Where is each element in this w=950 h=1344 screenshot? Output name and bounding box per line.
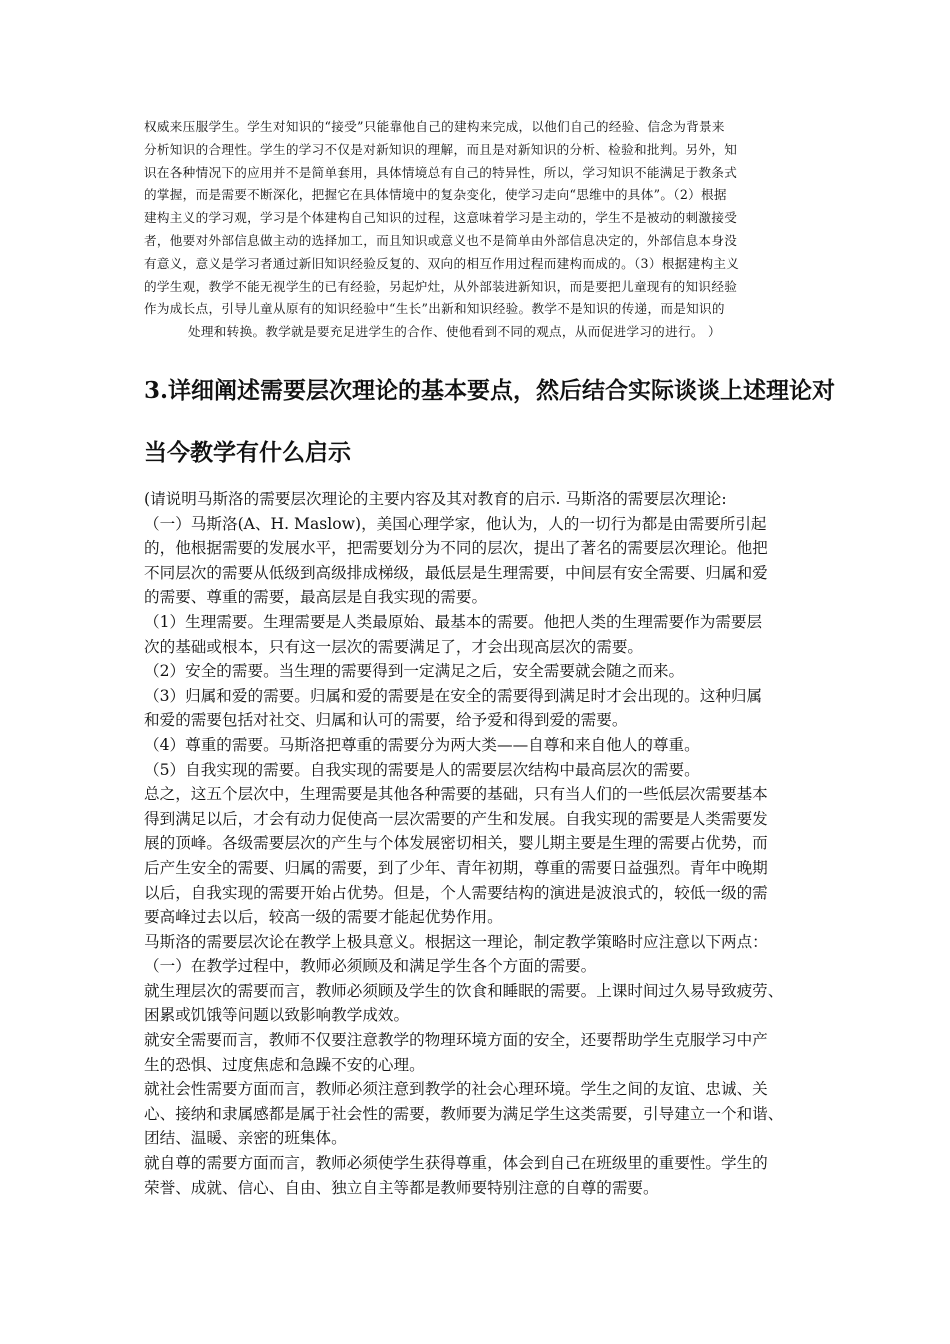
text-line: 生的恐惧、过度焦虑和急躁不安的心理。	[144, 1055, 425, 1074]
text-line: 次的基础或根本，只有这一层次的需要满足了，才会出现高层次的需要。	[144, 637, 644, 656]
text-line: 者，他要对外部信息做主动的选择加工，而且知识或意义也不是简单由外部信息决定的，外部信息本身没	[144, 232, 738, 248]
text-line: 就安全需要而言，教师不仅要注意教学的物理环境方面的安全，还要帮助学生克服学习中产	[144, 1031, 768, 1050]
text-line: 有意义，意义是学习者通过新旧知识经验反复的、双向的相互作用过程而建构而成的。（3）根据建构主义	[144, 255, 740, 271]
text-line: 就社会性需要方面而言，教师必须注意到教学的社会心理环境。学生之间的友谊、忠诚、关	[144, 1080, 768, 1099]
text-line: 的学生观，教学不能无视学生的已有经验，另起炉灶，从外部装进新知识，而是要把儿童现有的知识经验	[144, 278, 738, 294]
text-line: 的需要、尊重的需要，最高层是自我实现的需要。	[144, 588, 488, 607]
text-line: 处理和转换。教学就是要充足进学生的合作、使他看到不同的观点，从而促进学习的进行。 ）	[188, 324, 721, 340]
text-line: 和爱的需要包括对社交、归属和认可的需要，给予爱和得到爱的需要。	[144, 711, 628, 730]
text-line: 后产生安全的需要、归属的需要，到了少年、青年初期，尊重的需要日益强烈。青年中晚期	[144, 858, 768, 877]
text-line: 困累或饥饿等问题以致影响教学成效。	[144, 1006, 410, 1025]
heading-line: 3.详细阐述需要层次理论的基本要点，然后结合实际谈谈上述理论对	[144, 377, 836, 404]
text-line: （4）尊重的需要。马斯洛把尊重的需要分为两大类——自尊和来自他人的尊重。	[144, 735, 700, 754]
text-line: 分析知识的合理性。学生的学习不仅是对新知识的理解，而且是对新知识的分析、检验和批判。另外，知	[144, 141, 738, 157]
text-line: （2）安全的需要。当生理的需要得到一定满足之后，安全需要就会随之而来。	[144, 662, 685, 681]
text-line: (请说明马斯洛的需要层次理论的主要内容及其对教育的启示. 马斯洛的需要层次理论:	[144, 490, 727, 508]
text-line: 的掌握，而是需要不断深化，把握它在具体情境中的复杂变化，使学习走向“思维中的具体”。（2）根据	[144, 187, 727, 203]
text-line: 总之，这五个层次中，生理需要是其他各种需要的基础，只有当人们的一些低层次需要基本	[144, 785, 768, 804]
heading-line: 当今教学有什么启示	[144, 439, 351, 466]
text-line: （一）在教学过程中，教师必须顾及和满足学生各个方面的需要。	[144, 957, 597, 976]
text-line: 展的顶峰。各级需要层次的产生与个体发展密切相关，婴儿期主要是生理的需要占优势，而	[144, 834, 768, 853]
text-line: 要高峰过去以后，较高一级的需要才能起优势作用。	[144, 908, 503, 927]
text-line: 权威来压服学生。学生对知识的“接受”只能靠他自己的建构来完成，以他们自己的经验、信念为背景来	[144, 119, 725, 134]
text-line: 作为成长点，引导儿童从原有的知识经验中“生长”出新和知识经验。教学不是知识的传递，而是知识的	[144, 301, 725, 317]
text-line: 就自尊的需要方面而言，教师必须使学生获得尊重，体会到自己在班级里的重要性。学生的	[144, 1154, 768, 1173]
constructivism-paragraph	[144, 116, 808, 344]
text-line: （1）生理需要。生理需要是人类最原始、最基本的需要。他把人类的生理需要作为需要层	[144, 612, 763, 631]
text-line: 心、接纳和隶属感都是属于社会性的需要，教师要为满足学生这类需要，引导建立一个和谐、	[144, 1104, 784, 1123]
text-line: 以后，自我实现的需要开始占优势。但是，个人需要结构的演进是波浪式的，较低一级的需	[144, 883, 768, 902]
text-line: 就生理层次的需要而言，教师必须顾及学生的饮食和睡眠的需要。上课时间过久易导致疲劳、	[144, 981, 784, 1000]
question-heading	[144, 360, 836, 484]
text-line: （3）归属和爱的需要。归属和爱的需要是在安全的需要得到满足时才会出现的。这种归属	[144, 686, 763, 705]
text-line: 得到满足以后，才会有动力促使高一层次需要的产生和发展。自我实现的需要是人类需要发	[144, 809, 768, 828]
text-line: 马斯洛的需要层次论在教学上极具意义。根据这一理论，制定教学策略时应注意以下两点：	[144, 932, 768, 951]
text-line: 建构主义的学习观，学习是个体建构自己知识的过程，这意味着学习是主动的，学生不是被动的刺激接受	[144, 210, 738, 226]
text-line: （5）自我实现的需要。自我实现的需要是人的需要层次结构中最高层次的需要。	[144, 760, 700, 779]
text-line: 不同层次的需要从低级到高级排成梯级，最低层是生理需要，中间层有安全需要、归属和爱	[144, 563, 768, 582]
answer-body	[144, 487, 808, 1200]
text-line: 团结、温暖、亲密的班集体。	[144, 1129, 347, 1148]
text-line: 的，他根据需要的发展水平，把需要划分为不同的层次，提出了著名的需要层次理论。他把	[144, 539, 768, 558]
text-line: 识在各种情况下的应用并不是简单套用，具体情境总有自己的特异性，所以，学习知识不能满足于教条式	[144, 164, 738, 180]
text-line: 荣誉、成就、信心、自由、独立自主等都是教师要特别注意的自尊的需要。	[144, 1178, 659, 1197]
text-line: （一）马斯洛(A、H. Maslow)，美国心理学家，他认为，人的一切行为都是由需要所引起	[144, 514, 767, 533]
